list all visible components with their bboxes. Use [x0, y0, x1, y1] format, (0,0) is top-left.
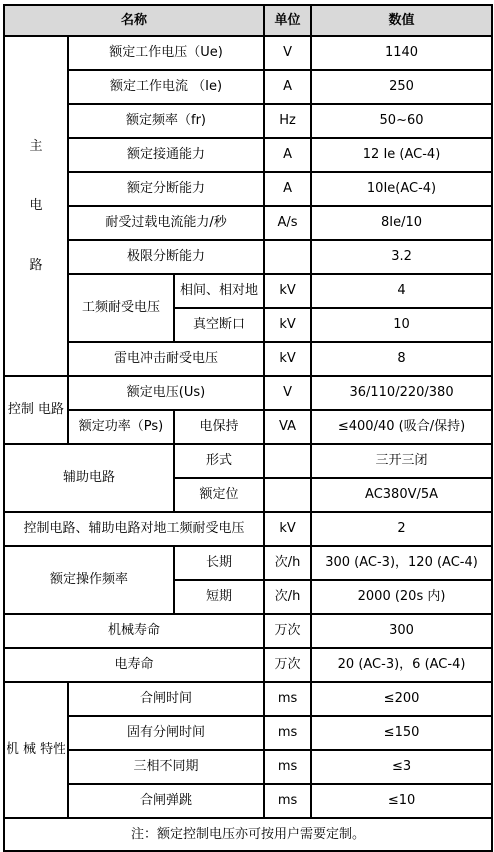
param-unit: ms	[264, 750, 311, 784]
header-unit: 单位	[264, 5, 311, 36]
header-value: 数值	[311, 5, 492, 36]
param-value: 20 (AC-3)，6 (AC-4)	[311, 648, 492, 682]
param-unit: VA	[264, 410, 311, 444]
table-row	[4, 70, 492, 104]
param-value: AC380V/5A	[311, 478, 492, 512]
param-unit: V	[264, 36, 311, 70]
table-row	[4, 784, 492, 818]
note-row	[4, 818, 492, 851]
param-subname: 电保持	[174, 410, 264, 444]
param-value: 10	[311, 308, 492, 342]
param-value: 三开三闭	[311, 444, 492, 478]
op-freq-label: 额定操作频率	[4, 546, 174, 614]
param-unit: kV	[264, 342, 311, 376]
param-unit: A	[264, 138, 311, 172]
param-value: 2	[311, 512, 492, 546]
param-value: ≤10	[311, 784, 492, 818]
table-row	[4, 512, 492, 546]
param-value: 250	[311, 70, 492, 104]
param-subname: 长期	[174, 546, 264, 580]
param-value: 2000 (20s 内)	[311, 580, 492, 614]
param-name: 额定分断能力	[68, 172, 264, 206]
param-subname: 额定位	[174, 478, 264, 512]
param-value: ≤400/40 (吸合/保持)	[311, 410, 492, 444]
table-row	[4, 376, 492, 410]
param-name: 电寿命	[4, 648, 264, 682]
param-value: 3.2	[311, 240, 492, 274]
param-value: ≤3	[311, 750, 492, 784]
table-row	[4, 206, 492, 240]
param-value: 1140	[311, 36, 492, 70]
param-unit: kV	[264, 274, 311, 308]
power-freq-label: 工频耐受电压	[68, 274, 174, 342]
param-value: 50~60	[311, 104, 492, 138]
mechanical-label: 机 械 特性	[4, 682, 68, 818]
param-name: 额定工作电压（Ue)	[68, 36, 264, 70]
spec-table	[3, 4, 493, 852]
param-name: 额定接通能力	[68, 138, 264, 172]
param-unit: kV	[264, 512, 311, 546]
table-row	[4, 410, 492, 444]
param-value: 12 Ie (AC-4)	[311, 138, 492, 172]
param-value: ≤200	[311, 682, 492, 716]
param-name: 耐受过载电流能力/秒	[68, 206, 264, 240]
param-name: 额定工作电流 （Ie)	[68, 70, 264, 104]
param-unit: ms	[264, 784, 311, 818]
table-row	[4, 274, 492, 308]
aux-circuit-label: 辅助电路	[4, 444, 174, 512]
param-value: 36/110/220/380	[311, 376, 492, 410]
param-unit	[264, 478, 311, 512]
param-value: 4	[311, 274, 492, 308]
table-row	[4, 750, 492, 784]
param-name: 三相不同期	[68, 750, 264, 784]
param-name: 雷电冲击耐受电压	[68, 342, 264, 376]
param-subname: 形式	[174, 444, 264, 478]
param-unit: ms	[264, 716, 311, 750]
param-name: 极限分断能力	[68, 240, 264, 274]
param-value: 8	[311, 342, 492, 376]
param-unit	[264, 240, 311, 274]
param-unit: kV	[264, 308, 311, 342]
param-unit	[264, 444, 311, 478]
param-subname: 相间、相对地	[174, 274, 264, 308]
param-name: 合闸时间	[68, 682, 264, 716]
table-row	[4, 104, 492, 138]
param-value: ≤150	[311, 716, 492, 750]
table-row	[4, 172, 492, 206]
param-value: 8Ie/10	[311, 206, 492, 240]
param-unit: A	[264, 172, 311, 206]
param-unit: 万次	[264, 614, 311, 648]
header-row	[4, 5, 492, 36]
param-name: 额定频率（fr)	[68, 104, 264, 138]
param-subname: 短期	[174, 580, 264, 614]
table-row	[4, 682, 492, 716]
control-circuit-label: 控制 电路	[4, 376, 68, 444]
main-circuit-label: 主 电 路	[4, 36, 68, 376]
table-row	[4, 648, 492, 682]
table-row	[4, 138, 492, 172]
param-unit: 万次	[264, 648, 311, 682]
param-name: 额定功率（Ps)	[68, 410, 174, 444]
table-row	[4, 240, 492, 274]
table-row	[4, 444, 492, 478]
param-name: 合闸弹跳	[68, 784, 264, 818]
param-name: 固有分闸时间	[68, 716, 264, 750]
param-unit: V	[264, 376, 311, 410]
table-row	[4, 546, 492, 580]
param-value: 300 (AC-3)，120 (AC-4)	[311, 546, 492, 580]
param-value: 10Ie(AC-4)	[311, 172, 492, 206]
table-row	[4, 614, 492, 648]
param-unit: 次/h	[264, 580, 311, 614]
param-name: 控制电路、辅助电路对地工频耐受电压	[4, 512, 264, 546]
param-unit: A/s	[264, 206, 311, 240]
param-unit: 次/h	[264, 546, 311, 580]
param-value: 300	[311, 614, 492, 648]
table-row	[4, 36, 492, 70]
table-row	[4, 342, 492, 376]
param-name: 机械寿命	[4, 614, 264, 648]
param-name: 额定电压(Us)	[68, 376, 264, 410]
param-unit: ms	[264, 682, 311, 716]
param-unit: Hz	[264, 104, 311, 138]
table-row	[4, 716, 492, 750]
footnote: 注：额定控制电压亦可按用户需要定制。	[4, 818, 492, 851]
param-subname: 真空断口	[174, 308, 264, 342]
param-unit: A	[264, 70, 311, 104]
header-name: 名称	[4, 5, 264, 36]
